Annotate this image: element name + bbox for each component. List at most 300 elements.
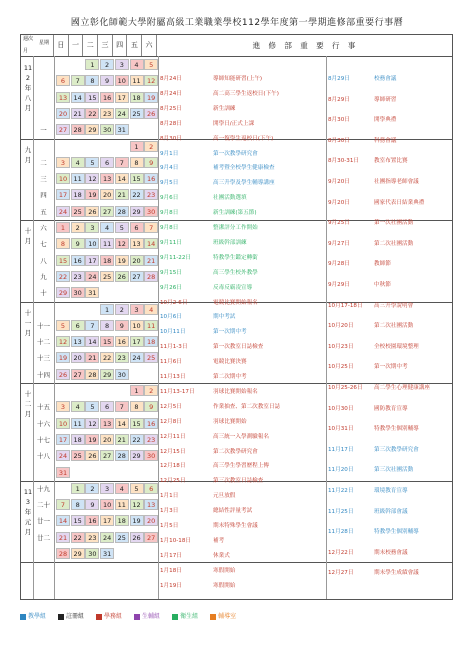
event-date: 9月5日 [160,180,179,187]
event-date: 8月29日 [328,76,350,82]
calendar-day: 21 [71,108,85,119]
calendar-day: 29 [85,124,99,135]
calendar-day: 24 [130,352,144,363]
event-date: 8月24日 [160,90,182,97]
event-description: 第三次社團活動 [374,467,414,474]
calendar-day: 5 [85,401,99,412]
calendar-day: 3 [85,222,99,233]
calendar-day: 30 [71,287,85,298]
calendar-day: 17 [56,189,70,200]
event-description: 環境教育宣導 [374,488,408,494]
corner-month-label: 月 [23,48,29,54]
calendar-day: 29 [100,369,114,380]
event-date: 9月4日 [160,165,179,172]
event-description: 反毒反霸凌宣導 [213,284,253,291]
calendar-day: 22 [100,352,114,363]
calendar-day: 8 [130,157,144,168]
event-item-left [160,91,279,98]
week-number: 廿一 [37,517,50,526]
event-item-left [160,285,252,292]
event-description: 中秋節 [374,282,391,288]
calendar-day: 23 [144,434,158,445]
event-item-right [328,261,391,268]
event-description: 第二次社團活動 [374,323,414,330]
month-label: 十一月 [24,308,32,337]
calendar-day: 7 [56,499,70,510]
calendar-day: 8 [56,238,70,249]
event-description: 高二學生心理健康講座 [374,385,430,391]
calendar-day: 4 [115,483,129,494]
event-item-left [160,270,258,277]
event-description: 高二高三學生返校日(下午) [213,90,279,97]
calendar-day: 7 [144,222,158,233]
calendar-day: 16 [115,336,129,347]
calendar-day: 21 [115,189,129,200]
event-item-left [160,76,262,83]
event-date: 8月30-31日 [328,158,360,165]
calendar-day: 6 [56,75,70,86]
calendar-day: 25 [71,450,85,461]
calendar-day: 7 [85,320,99,331]
event-item-right [328,426,419,433]
event-item-left [160,538,224,545]
event-item-left [160,106,235,113]
calendar-day: 28 [56,548,70,559]
week-number: 十三 [37,354,50,363]
event-item-left [160,151,258,158]
calendar-day: 26 [56,369,70,380]
day-header-5: 五 [128,35,143,56]
column-divider [326,56,327,599]
event-item-right [328,117,396,124]
calendar-day: 2 [144,385,158,396]
calendar-day: 28 [115,450,129,461]
calendar-day: 11 [130,75,144,86]
calendar-day: 31 [115,124,129,135]
calendar-day: 28 [71,124,85,135]
calendar-day: 4 [144,304,158,315]
event-description: 特教學生個別輔導 [374,529,419,536]
calendar-day: 15 [130,173,144,184]
calendar-day: 27 [100,206,114,217]
calendar-day: 27 [71,369,85,380]
calendar-day: 22 [71,532,85,543]
calendar-day: 19 [85,189,99,200]
calendar-day: 4 [71,401,85,412]
event-date: 1月17日 [160,552,182,559]
event-item-left [160,136,273,143]
calendar-day: 6 [100,401,114,412]
calendar-day: 16 [71,255,85,266]
event-description: 高三升學及學生輔導講座 [213,180,275,187]
calendar-day: 4 [130,59,144,70]
event-item-left [160,314,235,321]
event-item-right [328,406,408,413]
calendar-day: 23 [144,189,158,200]
week-number: 七 [40,240,47,249]
event-description: 班級幹部訓練 [213,239,247,246]
event-date: 9月20日 [328,199,350,206]
event-description: 期中考試 [213,314,236,321]
event-description: 第二次教學研究會 [213,448,258,455]
month-label: 113年元月 [23,487,33,536]
calendar-day: 1 [71,483,85,494]
calendar-day: 2 [71,222,85,233]
calendar-day: 2 [85,483,99,494]
calendar-day: 11 [115,499,129,510]
event-description: 新生訓練(第五節) [213,210,257,217]
event-description: 總結性評量考試 [213,508,253,515]
event-item-left [160,523,258,530]
calendar-day: 7 [71,75,85,86]
event-item-right [328,344,419,351]
event-date: 8月24日 [160,76,182,82]
calendar-day: 6 [144,483,158,494]
legend-label: 學務組 [104,613,123,620]
event-description: 導師知能研習(上午) [213,76,263,82]
calendar-day: 14 [56,515,70,526]
legend-swatch [172,614,178,620]
calendar-day: 23 [115,352,129,363]
event-date: 9月15日 [160,269,182,276]
event-date: 12月15日 [160,448,186,455]
event-date: 11月13日 [160,374,186,380]
page-title: 國立彰化師範大學附屬高級工業職業學校112學年度第一學期進修部重要行事曆 [70,18,404,28]
calendar-day: 27 [56,124,70,135]
calendar-day: 15 [100,336,114,347]
calendar-day: 30 [100,124,114,135]
event-description: 特教學生鑑定轉銜 [213,254,258,261]
calendar-day: 28 [144,271,158,282]
legend-swatch [96,614,102,620]
event-item-right [328,323,413,330]
calendar-day: 30 [144,450,158,461]
calendar-day: 30 [85,548,99,559]
event-date: 9月11-22日 [160,254,192,261]
calendar-day: 22 [130,434,144,445]
event-description: 高三升學說明會 [374,302,414,309]
event-description: 科務會議 [374,137,397,144]
event-item-left [160,568,235,575]
day-header-4: 四 [113,35,128,56]
event-description: 羽球比賽開始 [213,418,247,425]
event-item-right [328,200,424,207]
calendar-day: 17 [130,336,144,347]
event-date: 9月29日 [328,282,350,288]
calendar-day: 12 [115,238,129,249]
legend-swatch [20,614,26,620]
calendar-day: 14 [144,238,158,249]
event-date: 12月25日 [160,478,186,485]
event-description: 羽球比賽開始報名 [213,388,258,395]
calendar-day: 13 [100,173,114,184]
events-header: 進 修 部 重 要 行 事 [252,41,359,50]
event-item-left [160,225,258,232]
calendar-day: 2 [100,59,114,70]
calendar-day: 4 [71,157,85,168]
event-date: 9月8日 [160,210,179,217]
calendar-day: 18 [115,515,129,526]
event-item-left [160,508,252,515]
calendar-day: 21 [85,352,99,363]
event-date: 12月11日 [160,433,186,440]
week-number: 十九 [37,484,50,493]
event-description: 電競比賽決賽 [213,359,247,366]
event-description: 寒假開始 [213,567,236,574]
event-description: 第一次社團活動 [374,220,414,227]
event-date: 1月10-18日 [160,537,192,544]
event-item-right [328,97,396,104]
event-item-left [160,419,247,426]
event-date: 11月17日 [328,446,354,453]
legend-label: 輔導室 [218,613,237,620]
calendar-day: 1 [85,59,99,70]
event-description: 特教學生個別輔導 [374,426,419,433]
calendar-day: 24 [56,206,70,217]
event-date: 1月3日 [160,508,179,515]
calendar-day: 16 [85,515,99,526]
event-date: 12月5日 [160,403,182,410]
event-item-left [160,493,235,500]
calendar-day: 17 [56,434,70,445]
event-date: 9月28日 [328,261,350,268]
calendar-day: 23 [85,532,99,543]
month-label: 十月 [24,227,32,245]
event-item-left [160,344,263,351]
calendar-day: 28 [85,369,99,380]
calendar-day: 10 [56,173,70,184]
calendar-day: 18 [144,336,158,347]
week-number: 九 [40,272,47,281]
calendar-day: 27 [144,532,158,543]
month-label: 112年八月 [23,64,33,112]
legend-swatch [134,614,140,620]
event-item-left [160,478,263,485]
calendar-day: 17 [85,255,99,266]
calendar-day: 6 [71,320,85,331]
event-description: 補考暨全校學生健康檢查 [213,165,275,172]
calendar-day: 7 [115,157,129,168]
calendar-day: 25 [71,206,85,217]
calendar-day: 15 [56,255,70,266]
event-item-right [328,179,419,186]
calendar-day: 16 [100,92,114,103]
week-number: 十六 [37,419,50,428]
event-item-right [328,220,413,227]
calendar-day: 11 [71,418,85,429]
calendar-day: 12 [85,418,99,429]
calendar-day: 29 [71,548,85,559]
event-date: 10月6日 [160,314,182,321]
week-number: 廿二 [37,533,50,542]
day-header-3: 三 [98,35,113,56]
event-description: 電競比賽開始報名 [213,299,258,306]
calendar-day: 24 [115,108,129,119]
event-description: 高三學生學習歷程上傳 [213,463,269,470]
calendar-day: 20 [100,189,114,200]
calendar-day: 1 [56,222,70,233]
event-date: 10月23日 [328,343,354,350]
event-item-left [160,165,275,172]
event-description: 社團指導老師會議 [374,179,419,185]
calendar-day: 20 [130,255,144,266]
event-description: 第三次教學研究會 [374,446,419,453]
calendar-day: 19 [56,352,70,363]
calendar-day: 8 [71,499,85,510]
legend [20,611,248,620]
event-item-left [160,255,258,262]
calendar-day: 21 [56,532,70,543]
event-description: 第二次期中考 [213,374,247,380]
calendar-day: 9 [85,499,99,510]
week-number: 一 [40,126,47,135]
calendar-day: 12 [130,499,144,510]
calendar-day: 24 [85,271,99,282]
calendar-day: 10 [130,320,144,331]
event-description: 國家代表日結業典禮 [374,199,425,206]
corner-day-label: 星期 [39,40,50,46]
event-description: 補考 [213,537,225,544]
event-description: 高三學生校外教學 [213,269,258,276]
calendar-day: 22 [56,271,70,282]
event-date: 10月17-18日 [328,302,363,309]
calendar-day: 10 [56,418,70,429]
calendar-day: 2 [144,141,158,152]
calendar-day: 14 [115,418,129,429]
day-header-2: 二 [83,35,98,56]
event-description: 元旦放假 [213,493,236,500]
calendar-day: 5 [115,222,129,233]
calendar-day: 10 [85,238,99,249]
event-item-right [328,364,408,371]
legend-item [58,611,84,620]
week-number: 二 [40,158,47,167]
calendar-day: 9 [71,238,85,249]
calendar-day: 13 [100,418,114,429]
calendar-day: 9 [115,320,129,331]
event-date: 10月20日 [328,323,354,330]
event-date: 8月29日 [328,96,350,103]
event-date: 11月13-17日 [160,388,195,395]
event-description: 第三次教室日誌檢查 [213,478,264,485]
event-date: 8月28日 [160,120,182,127]
legend-item [96,611,122,620]
event-description: 期末特殊學生會議 [213,523,258,529]
calendar-day: 3 [56,157,70,168]
event-item-left [160,434,269,441]
event-item-right [328,529,419,536]
calendar-day: 13 [130,238,144,249]
calendar-day: 24 [100,532,114,543]
calendar-day: 3 [56,401,70,412]
event-item-left [160,195,247,202]
legend-item [134,611,160,620]
day-header-0: 日 [54,35,69,56]
calendar-day: 25 [130,108,144,119]
calendar-day: 8 [130,401,144,412]
calendar-day: 14 [71,92,85,103]
event-description: 高一復學生返校日(下午) [213,135,274,142]
event-description: 全校校園環境整理 [374,343,419,350]
calendar-day: 30 [115,369,129,380]
event-description: 班級幹部會議 [374,508,408,515]
calendar-day: 19 [130,515,144,526]
event-item-right [328,570,419,577]
event-item-left [160,389,258,396]
legend-swatch [210,614,216,620]
calendar-day: 18 [130,92,144,103]
event-date: 11月22日 [328,488,354,494]
calendar-day: 11 [144,320,158,331]
day-header-6: 六 [142,35,157,56]
event-date: 9月6日 [160,195,179,202]
calendar-day: 22 [130,189,144,200]
calendar-day: 23 [100,108,114,119]
event-item-left [160,359,247,366]
week-number: 二十 [37,501,50,510]
event-date: 9月11日 [160,239,182,246]
event-date: 9月27日 [328,240,350,247]
week-number: 十五 [37,403,50,412]
week-number: 十七 [37,435,50,444]
event-date: 9月1日 [160,150,179,157]
calendar-day: 19 [85,434,99,445]
event-item-right [328,303,413,310]
event-date: 10月31日 [328,426,354,433]
calendar-day: 5 [85,157,99,168]
event-description: 第一次期中考 [213,329,247,336]
calendar-day: 5 [144,59,158,70]
event-description: 導師研習 [374,96,397,103]
legend-label: 註冊組 [66,613,85,620]
event-date: 12月18日 [160,463,186,470]
event-item-left [160,404,280,411]
event-date: 11月28日 [328,529,354,536]
calendar-day: 21 [144,255,158,266]
calendar-day: 29 [56,287,70,298]
calendar-day: 3 [130,304,144,315]
event-item-left [160,300,258,307]
event-description: 第一次期中考 [374,364,408,371]
calendar-day: 21 [115,434,129,445]
column-divider [158,56,159,599]
calendar-day: 7 [115,401,129,412]
legend-label: 教學組 [28,613,47,620]
event-description: 作業抽查、第二次教室日誌 [213,403,281,410]
event-description: 教室布置比賽 [374,158,408,165]
event-date: 11月20日 [328,467,354,474]
calendar-day: 19 [115,255,129,266]
event-date: 8月25日 [160,105,182,112]
month-label: 九月 [24,145,32,164]
calendar-day: 17 [115,92,129,103]
event-date: 12月8日 [160,418,182,425]
calendar-day: 3 [100,483,114,494]
event-date: 11月1-3日 [160,344,188,351]
calendar-day: 15 [130,418,144,429]
calendar-day: 12 [85,173,99,184]
calendar-day: 12 [144,75,158,86]
event-item-left [160,374,247,381]
event-item-right [328,385,430,392]
calendar-header [21,35,452,57]
event-date: 10月25日 [328,364,354,371]
week-number: 四 [40,191,47,200]
calendar-day: 9 [144,157,158,168]
event-item-right [328,509,408,516]
calendar-day: 11 [71,173,85,184]
calendar-day: 14 [85,336,99,347]
